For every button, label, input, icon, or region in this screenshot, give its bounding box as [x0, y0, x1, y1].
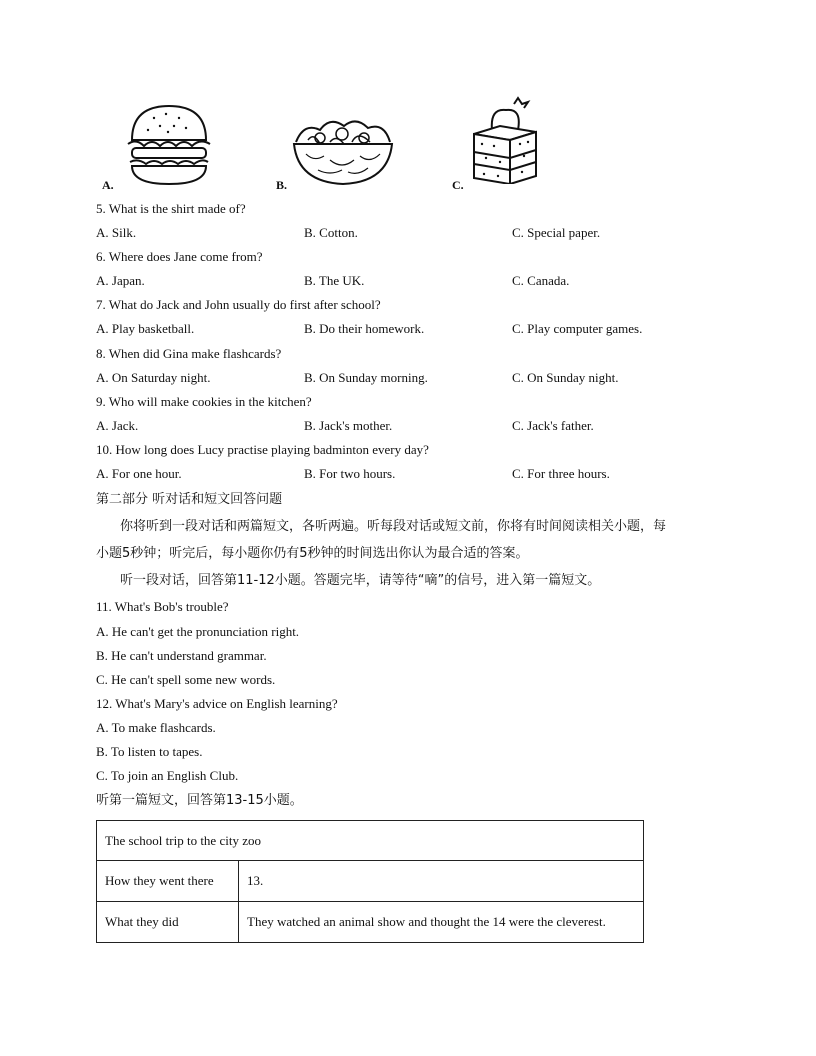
option-5b: B. Cotton. [304, 225, 358, 240]
option-5a: A. Silk. [96, 225, 137, 240]
question-5: 5. What is the shirt made of? [96, 201, 246, 216]
option-12b: B. To listen to tapes. [96, 744, 203, 759]
part2-heading: 第二部分 听对话和短文回答问题 [96, 492, 283, 507]
table-title: The school trip to the city zoo [97, 821, 644, 861]
option-6c: C. Canada. [512, 273, 570, 288]
question-6: 6. Where does Jane come from? [96, 249, 263, 264]
option-6b: B. The UK. [304, 273, 365, 288]
table-row1-value: 13. [239, 861, 644, 902]
option-8b: B. On Sunday morning. [304, 370, 428, 385]
option-7c: C. Play computer games. [512, 321, 643, 336]
option-10a: A. For one hour. [96, 466, 182, 481]
zoo-trip-table [96, 820, 644, 943]
option-8c: C. On Sunday night. [512, 370, 619, 385]
part2-instruction-line1: 你将听到一段对话和两篇短文，各听两遍。听每段对话或短文前，你将有时间阅读相关小题，每 [120, 519, 667, 534]
picture-label-a: A. [102, 178, 114, 192]
dialog-instruction: 听一段对话，回答第11-12小题。答题完毕，请等待“嘀”的信号，进入第一篇短文。 [120, 573, 601, 588]
option-7b: B. Do their homework. [304, 321, 425, 336]
table-row2-value: They watched an animal show and thought the 14 were the cleverest. [239, 902, 644, 943]
table-row2-label: What they did [97, 902, 239, 943]
option-11b: B. He can't understand grammar. [96, 648, 267, 663]
question-10: 10. How long does Lucy practise playing badminton every day? [96, 442, 429, 457]
cake-icon [470, 96, 540, 184]
part2-instruction-line2: 小题5秒钟；听完后，每小题你仍有5秒钟的时间选出你认为最合适的答案。 [96, 546, 529, 561]
option-10c: C. For three hours. [512, 466, 610, 481]
picture-label-b: B. [276, 178, 288, 192]
question-7: 7. What do Jack and John usually do first after school? [96, 297, 381, 312]
option-11a: A. He can't get the pronunciation right. [96, 624, 300, 639]
question-12: 12. What's Mary's advice on English learning? [96, 696, 338, 711]
salad-icon [290, 112, 396, 188]
option-9a: A. Jack. [96, 418, 139, 433]
table-row1-label: How they went there [97, 861, 239, 902]
question-11: 11. What's Bob's trouble? [96, 599, 229, 614]
option-9b: B. Jack's mother. [304, 418, 393, 433]
option-12a: A. To make flashcards. [96, 720, 216, 735]
option-12c: C. To join an English Club. [96, 768, 239, 783]
option-10b: B. For two hours. [304, 466, 396, 481]
picture-label-c: C. [452, 178, 464, 192]
question-8: 8. When did Gina make flashcards? [96, 346, 282, 361]
option-11c: C. He can't spell some new words. [96, 672, 276, 687]
option-6a: A. Japan. [96, 273, 145, 288]
option-8a: A. On Saturday night. [96, 370, 211, 385]
question-9: 9. Who will make cookies in the kitchen? [96, 394, 312, 409]
passage1-instruction: 听第一篇短文，回答第13-15小题。 [96, 793, 303, 808]
option-7a: A. Play basketball. [96, 321, 195, 336]
option-5c: C. Special paper. [512, 225, 601, 240]
option-9c: C. Jack's father. [512, 418, 594, 433]
hamburger-icon [124, 100, 214, 188]
